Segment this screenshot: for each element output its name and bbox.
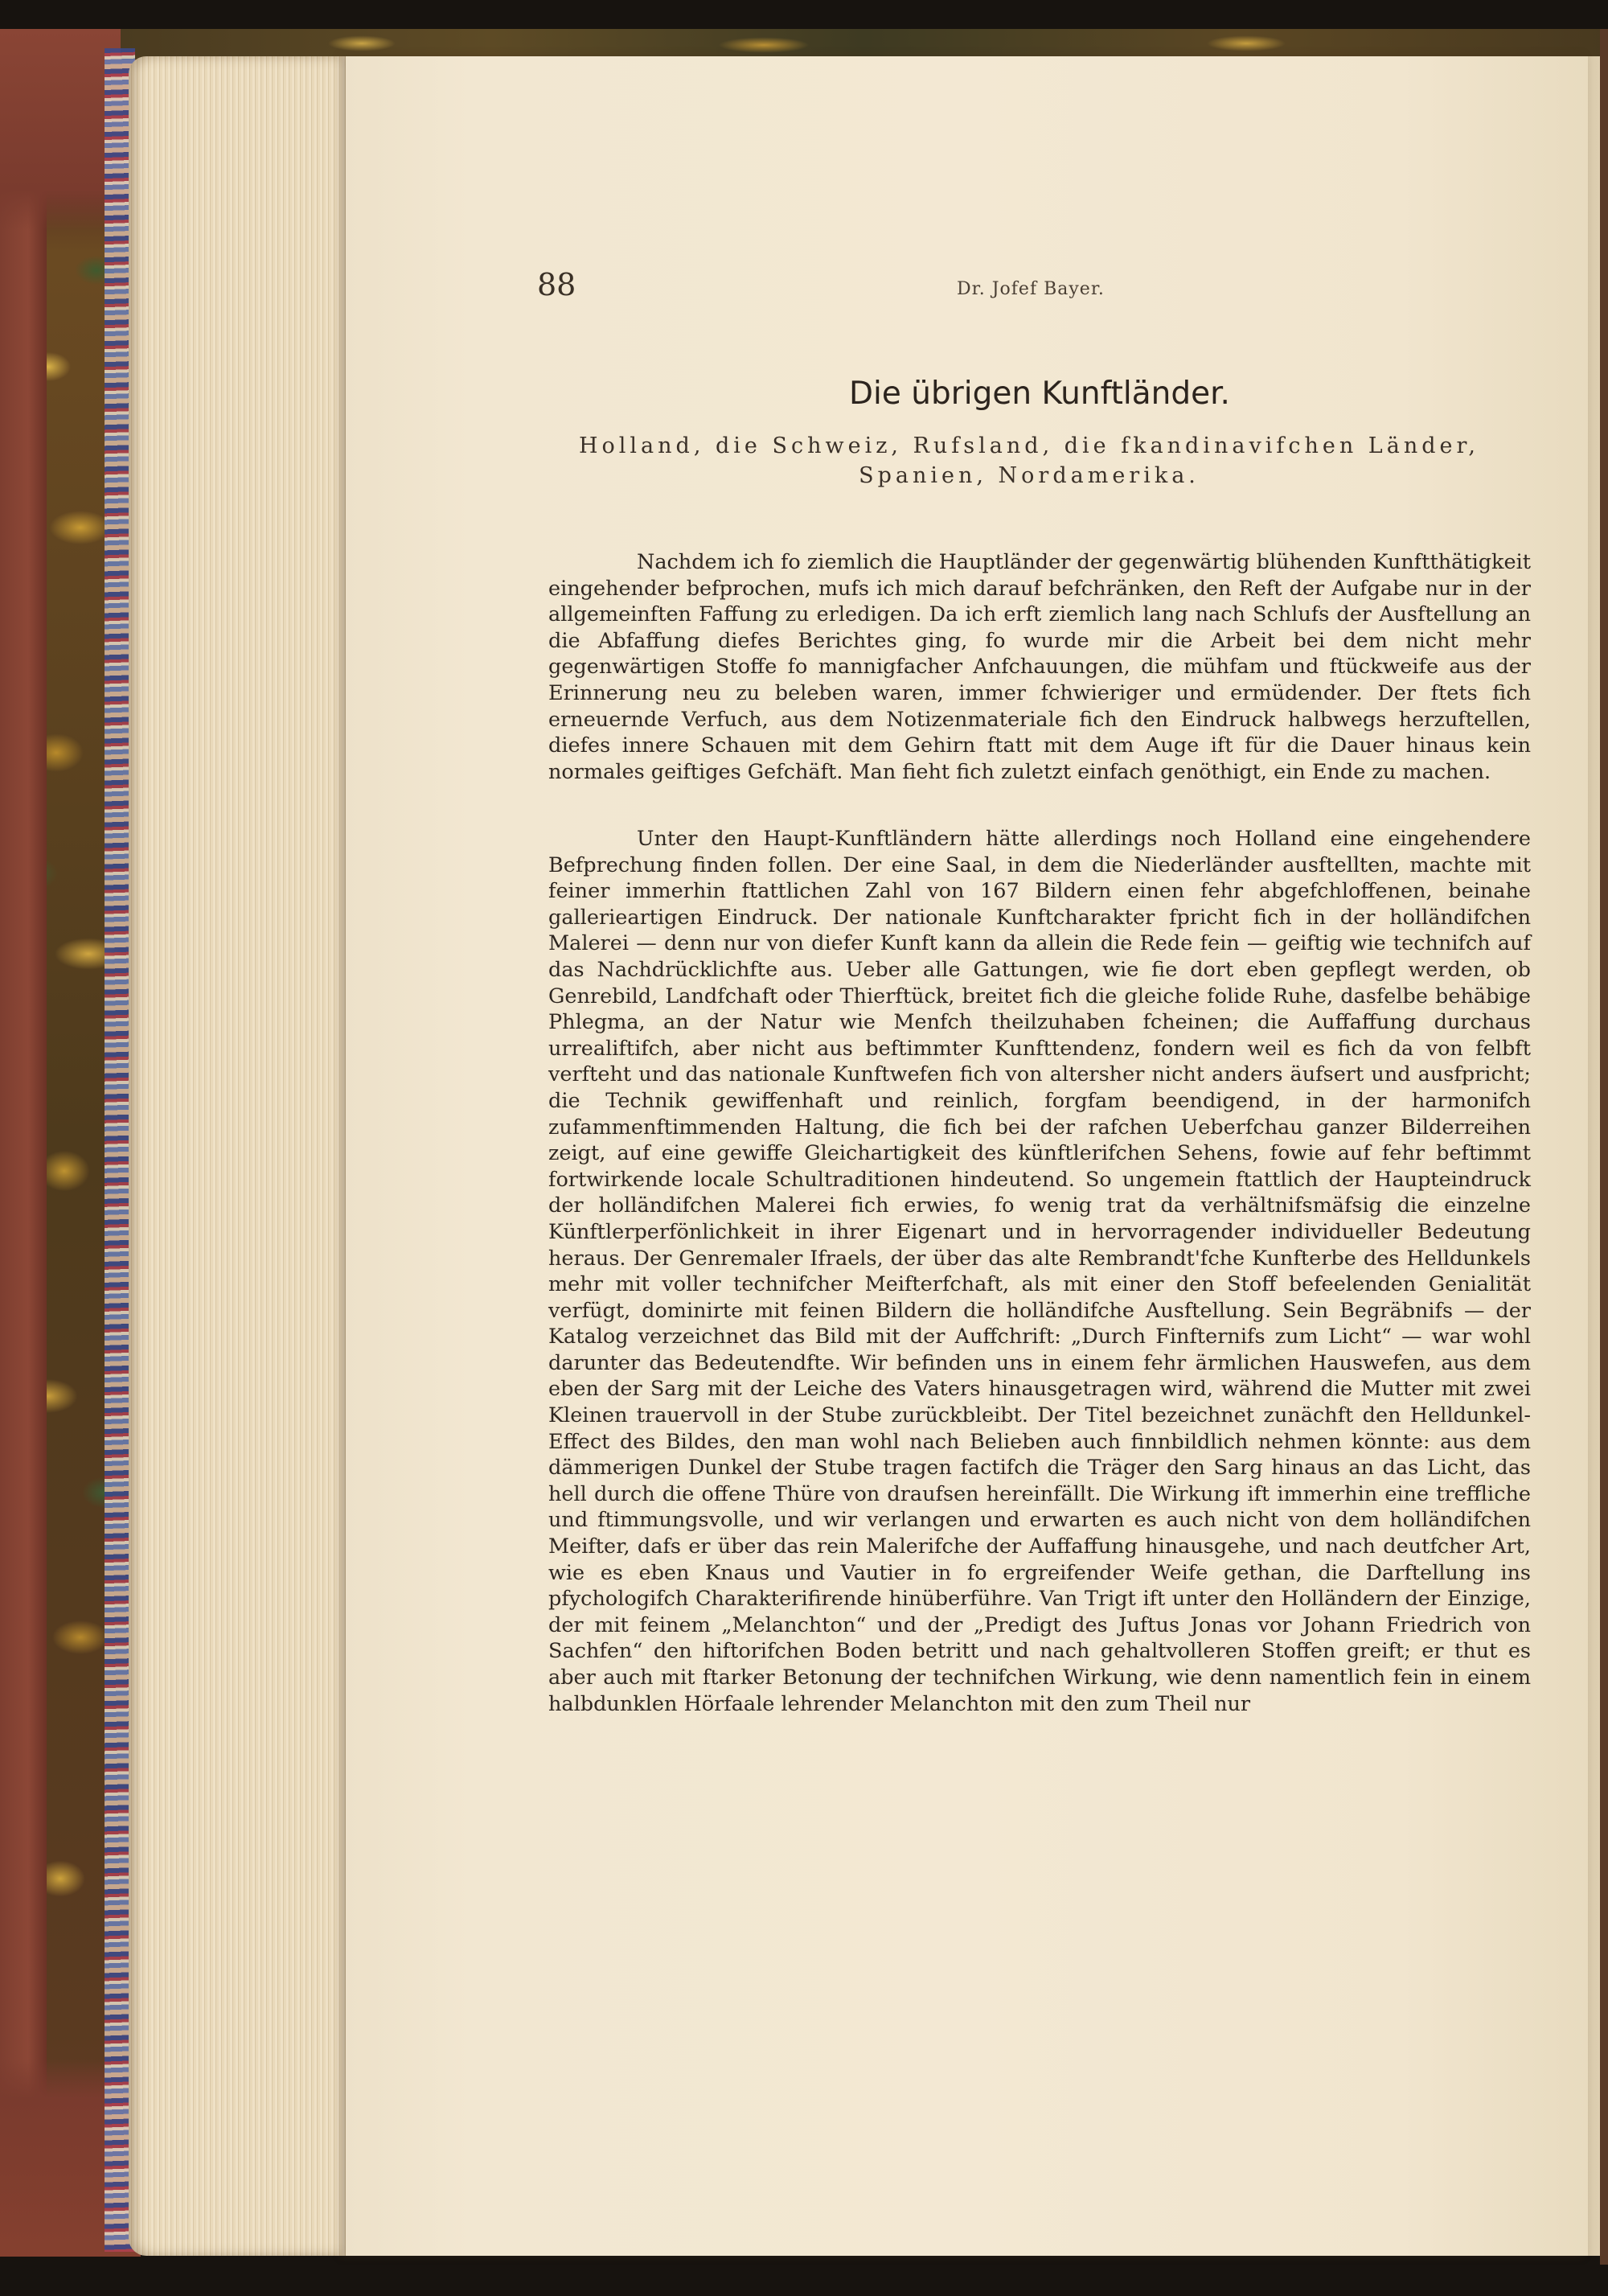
- page-number: 88: [537, 267, 576, 302]
- body-paragraph-2: [548, 826, 1531, 1717]
- chapter-title: Die übrigen Kunftländer.: [849, 376, 1230, 412]
- marbled-top-edge: [121, 29, 1608, 60]
- leather-spine: [0, 29, 47, 2257]
- running-head: Dr. Jofef Bayer.: [957, 279, 1105, 299]
- body-paragraph-1: [548, 549, 1531, 785]
- right-cover: [1600, 29, 1608, 2265]
- page-stack: [129, 56, 354, 2256]
- paragraph-text: Unter den Haupt-Kunftländern hätte allerdings noch Holland eine eingehendere Befprechung finden follen. Der eine Saal, in dem die Niederländer ausftellten, machte mit feiner immerhin ftattlichen Zahl von 167 Bildern einen fehr abgefchloffenen, beinahe gallerieartigen Eindruck. Der nationale Kunftcharakter fpricht fich in der holländifchen Malerei — denn nur von diefer Kunft kann da allein die Rede fein — geiftig wie technifch auf das Nachdrücklichfte aus. Ueber alle Gattungen, wie fie dort eben gepflegt werden, ob Genrebild, Landfchaft oder Thierftück, breitet fich die gleiche folide Ruhe, dasfelbe behäbige Phlegma, an der Natur wie Menfch theilzuhaben fcheinen; die Auffaffung durchaus urrealiftifch, aber nicht aus beftimmter Kunfttendenz, fondern weil es fich da von felbft verfteht und das nationale Kunftwefen fich von altersher nicht anders äufsert und ausfpricht; die Technik gewiffenhaft und reinlich, forgfam beendigend, in der harmonifch zufammenftimmenden Haltung, die fich bei der rafchen Ueberfchau ganzer Bilderreihen zeigt, auf eine gewiffe Gleichartigkeit des künftlerifchen Sehens, fowie auf fehr beftimmt fortwirkende locale Schultraditionen hindeutend. So ungemein ftattlich der Haupteindruck der holländifchen Malerei fich erwies, fo wenig trat da verhältnifsmäfsig die einzelne Künftlerperfönlichkeit in ihrer Eigenart und in hervorragender individueller Bedeutung heraus. Der Genremaler Ifraels, der über das alte Rembrandt'fche Kunfterbe des Helldunkels mehr mit voller technifcher Meifterfchaft, als mit einer den Stoff befeelenden Genialität verfügt, dominirte mit feinen Bildern die holländifche Ausftellung. Sein Begräbnifs — der Katalog verzeichnet das Bild mit der Auffchrift: „Durch Finfternifs zum Licht“ — war wohl darunter das Bedeutendfte. Wir befinden uns in einem fehr ärmlichen Hauswefen, aus dem eben der Sarg mit der Leiche des Vaters hinausgetragen wird, während die Mutter mit zwei Kleinen trauervoll in der Stube zurückbleibt. Der Titel bezeichnet zunächft den Helldunkel-Effect des Bildes, den man wohl nach Belieben auch finnbildlich nehmen könnte: aus dem dämmerigen Dunkel der Stube tragen factifch die Träger den Sarg hinaus an das Licht, das hell durch die offene Thüre von draufsen hereinfällt. Die Wirkung ift immerhin eine treffliche und ftimmungsvolle, und wir verlangen und erwarten es auch nicht von dem holländifchen Meifter, dafs er über das rein Malerifche der Auffaffung hinausgehe, und nach deutfcher Art, wie es eben Knaus und Vautier in fo ergreifender Weife gethan, die Darftellung ins pfychologifch Charakterifirende hinüberführe. Van Trigt ift unter den Holländern der Einzige, der mit feinem „Melanchton“ und der „Predigt des Juftus Jonas vor Johann Friedrich von Sachfen“ den hiftorifchen Boden betritt und nach gehaltvolleren Stoffen greift; er thut es aber auch mit ftarker Betonung der technifchen Wirkung, wie denn namentlich fein in einem halbdunklen Hörfaale lehrender Melanchton mit den zum Theil nur: [548, 827, 1531, 1716]
- paragraph-text: Nachdem ich fo ziemlich die Hauptländer der gegenwärtig blühenden Kunftthätigkeit eingehender befprochen, mufs ich mich darauf befchränken, den Reft der Aufgabe nur in der allgemeinften Faffung zu erledigen. Da ich erft ziemlich lang nach Schlufs der Ausftellung an die Abfaffung diefes Berichtes ging, fo wurde mir die Arbeit bei dem nicht mehr gegenwärtigen Stoffe fo mannigfacher Anfchauungen, die mühfam und ftückweife aus der Erinnerung neu zu beleben waren, immer fchwieriger und ermüdender. Der ftets fich erneuernde Verfuch, aus dem Notizenmateriale fich den Eindruck halbwegs herzuftellen, diefes innere Schauen mit dem Gehirn ftatt mit dem Auge ift für die Dauer hinaus kein normales geiftiges Gefchäft. Man fieht fich zuletzt einfach genöthigt, ein Ende zu machen.: [548, 550, 1531, 784]
- chapter-subtitle: Holland, die Schweiz, Rufsland, die fkandinavifchen Länder, Spanien, Nordamerika.: [578, 433, 1480, 488]
